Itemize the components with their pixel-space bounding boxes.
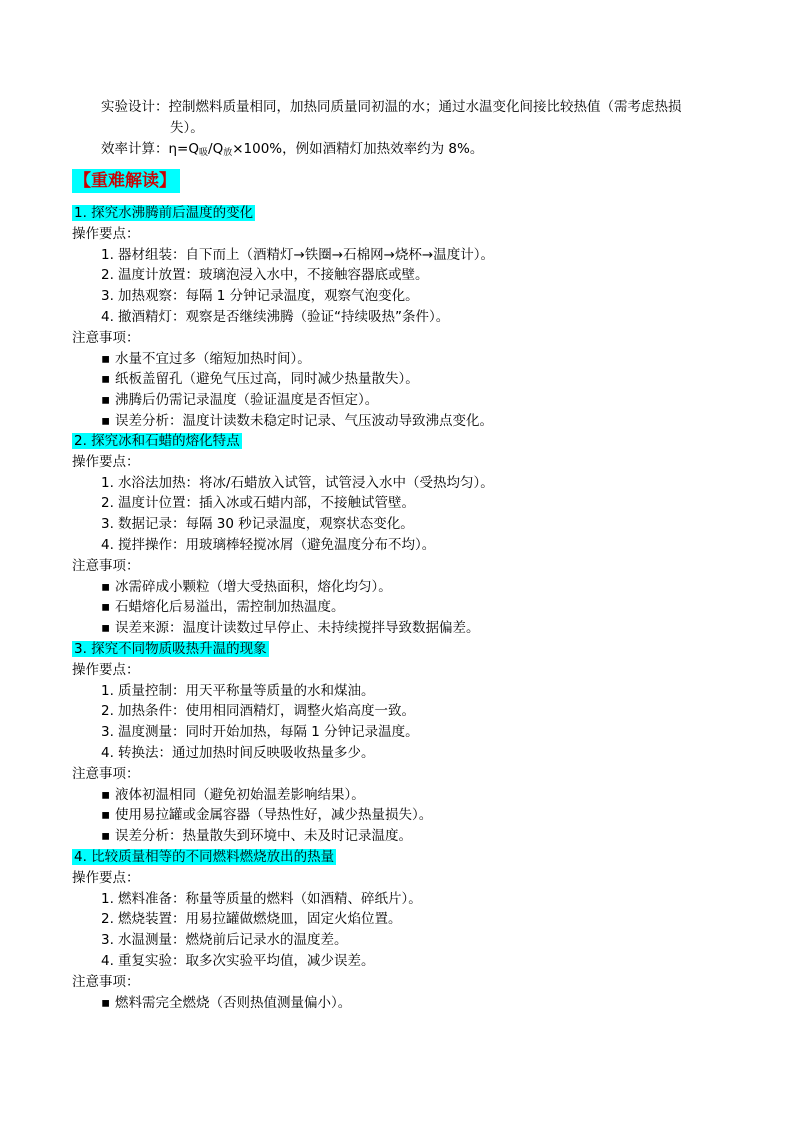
step-item xyxy=(101,701,415,721)
step-text: 温度计位置：插入冰或石蜡内部，不接触试管壁。 xyxy=(118,495,415,512)
note-text: 水量不宜过多（缩短加热时间）。 xyxy=(115,350,311,367)
bullet-icon: ▪ xyxy=(101,807,111,824)
note-text: 冰需碎成小颗粒（增大受热面积，熔化均匀）。 xyxy=(115,578,392,595)
section-title xyxy=(72,639,269,659)
step-number: 4. xyxy=(101,537,114,553)
section-title-text: 2. 探究冰和石蜡的熔化特点 xyxy=(74,433,240,449)
step-item xyxy=(101,951,375,971)
design-label: 实验设计： xyxy=(101,99,169,115)
step-item xyxy=(101,265,429,285)
step-number: 4. xyxy=(101,745,114,761)
note-item xyxy=(101,826,412,846)
note-item xyxy=(101,618,480,638)
step-item xyxy=(101,930,348,950)
note-text: 误差来源：温度计读数过早停止、未持续搅拌导致数据偏差。 xyxy=(115,620,480,637)
step-number: 2. xyxy=(101,911,114,928)
note-text: 沸腾后仍需记录温度（验证温度是否恒定）。 xyxy=(115,392,379,409)
step-number: 1. xyxy=(101,474,114,491)
step-text: 水浴法加热：将冰/石蜡放入试管，试管浸入水中（受热均匀）。 xyxy=(118,474,494,491)
step-number: 2. xyxy=(101,267,114,284)
step-item xyxy=(101,286,419,306)
design-text: 控制燃料质量相同，加热同质量同初温的水；通过水温变化间接比较热值（需考虑热损 xyxy=(168,99,682,115)
step-number: 3. xyxy=(101,288,114,305)
bullet-icon: ▪ xyxy=(101,578,111,595)
note-label: 注意事项： xyxy=(72,765,140,782)
step-text: 数据记录：每隔 30 秒记录温度，观察状态变化。 xyxy=(118,516,414,533)
section-title xyxy=(72,847,336,867)
main-heading: 【重难解读】 xyxy=(72,169,180,193)
note-text: 误差分析：热量散失到环境中、未及时记录温度。 xyxy=(115,828,412,845)
section-title xyxy=(72,431,242,451)
bullet-icon: ▪ xyxy=(101,620,111,637)
step-text: 重复实验：取多次实验平均值，减少误差。 xyxy=(118,953,375,969)
step-text: 燃烧装置：用易拉罐做燃烧皿，固定火焰位置。 xyxy=(118,911,402,928)
section-title-text: 4. 比较质量相等的不同燃料燃烧放出的热量 xyxy=(74,849,335,865)
step-item xyxy=(101,909,402,929)
step-text: 器材组装：自下而上（酒精灯→铁圈→石棉网→烧杯→温度计）。 xyxy=(118,246,494,263)
note-text: 燃料需完全燃烧（否则热值测量偏小）。 xyxy=(115,994,352,1011)
section-title-text: 1. 探究水沸腾前后温度的变化 xyxy=(74,205,254,221)
section-title xyxy=(72,203,255,223)
op-label: 操作要点： xyxy=(72,661,140,678)
step-number: 2. xyxy=(101,495,114,512)
bullet-icon: ▪ xyxy=(101,994,111,1011)
design-line-2: 失）。 xyxy=(170,120,204,136)
step-text: 质量控制：用天平称量等质量的水和煤油。 xyxy=(118,682,375,699)
step-number: 4. xyxy=(101,309,114,325)
note-item xyxy=(101,805,432,825)
step-number: 3. xyxy=(101,932,114,949)
step-text: 撤酒精灯：观察是否继续沸腾（验证“持续吸热”条件）。 xyxy=(118,309,450,325)
formula-sub-release: 放 xyxy=(223,148,233,158)
note-item xyxy=(101,411,493,431)
step-item xyxy=(101,473,494,493)
step-number: 4. xyxy=(101,953,114,969)
step-item xyxy=(101,493,415,513)
note-item xyxy=(101,785,365,805)
op-label: 操作要点： xyxy=(72,453,140,470)
note-item xyxy=(101,349,311,369)
note-label: 注意事项： xyxy=(72,973,140,990)
bullet-icon: ▪ xyxy=(101,413,111,429)
step-text: 加热观察：每隔 1 分钟记录温度，观察气泡变化。 xyxy=(118,288,419,305)
note-text: 使用易拉罐或金属容器（导热性好，减少热量损失）。 xyxy=(115,807,433,824)
step-text: 燃料准备：称量等质量的燃料（如酒精、碎纸片）。 xyxy=(118,890,422,907)
note-item xyxy=(101,597,345,617)
section-title-text: 3. 探究不同物质吸热升温的现象 xyxy=(74,641,267,657)
op-label: 操作要点： xyxy=(72,225,140,242)
step-text: 温度计放置：玻璃泡浸入水中，不接触容器底或壁。 xyxy=(118,267,429,284)
step-text: 转换法：通过加热时间反映吸收热量多少。 xyxy=(118,745,375,761)
note-text: 误差分析：温度计读数未稳定时记录、气压波动导致沸点变化。 xyxy=(115,413,493,429)
note-label: 注意事项： xyxy=(72,557,140,574)
step-number: 1. xyxy=(101,246,114,263)
step-text: 搅拌操作：用玻璃棒轻搅冰屑（避免温度分布不均）。 xyxy=(118,537,436,553)
step-number: 2. xyxy=(101,703,114,720)
step-text: 水温测量：燃烧前后记录水的温度差。 xyxy=(118,932,348,949)
step-item xyxy=(101,889,422,909)
step-text: 加热条件：使用相同酒精灯，调整火焰高度一致。 xyxy=(118,703,415,720)
note-item xyxy=(101,993,351,1013)
design-line-1 xyxy=(101,97,682,117)
efficiency-label: 效率计算： xyxy=(101,141,169,157)
bullet-icon: ▪ xyxy=(101,392,111,409)
step-item xyxy=(101,514,414,534)
note-text: 石蜡熔化后易溢出，需控制加热温度。 xyxy=(115,599,345,616)
step-item xyxy=(101,307,449,327)
note-text: 纸板盖留孔（避免气压过高，同时减少热量散失）。 xyxy=(115,371,419,388)
formula-slash: /Q xyxy=(208,141,224,157)
note-text: 液体初温相同（避免初始温差影响结果）。 xyxy=(115,786,365,803)
efficiency-line xyxy=(101,139,483,163)
formula-sub-absorb: 吸 xyxy=(199,148,209,158)
step-number: 3. xyxy=(101,724,114,741)
step-item xyxy=(101,722,419,742)
bullet-icon: ▪ xyxy=(101,599,111,616)
step-number: 1. xyxy=(101,890,114,907)
step-item xyxy=(101,681,375,701)
step-text: 温度测量：同时开始加热，每隔 1 分钟记录温度。 xyxy=(118,724,419,741)
step-item xyxy=(101,245,494,265)
note-item xyxy=(101,577,392,597)
note-item xyxy=(101,390,378,410)
bullet-icon: ▪ xyxy=(101,786,111,803)
bullet-icon: ▪ xyxy=(101,371,111,388)
note-item xyxy=(101,369,419,389)
step-number: 1. xyxy=(101,682,114,699)
note-label: 注意事项： xyxy=(72,329,140,346)
step-item xyxy=(101,743,375,763)
step-item xyxy=(101,535,435,555)
formula-rest: ×100%，例如酒精灯加热效率约为 8%。 xyxy=(232,141,484,157)
op-label: 操作要点： xyxy=(72,869,140,886)
bullet-icon: ▪ xyxy=(101,828,111,845)
bullet-icon: ▪ xyxy=(101,350,111,367)
step-number: 3. xyxy=(101,516,114,533)
formula-eta: η=Q xyxy=(168,141,199,157)
